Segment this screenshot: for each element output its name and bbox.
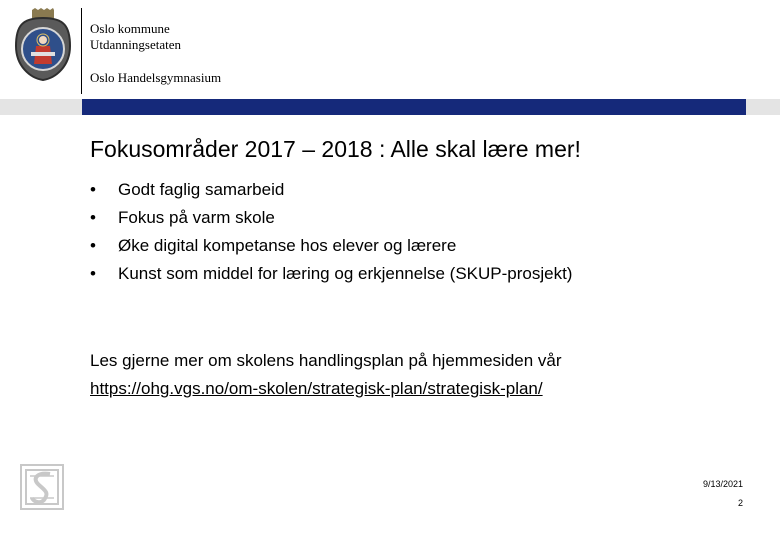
plan-note-text: Les gjerne mer om skolens handlingsplan på hjemmesiden vår xyxy=(90,351,562,370)
slide-date: 9/13/2021 xyxy=(702,479,743,489)
bullet-item xyxy=(90,176,572,204)
bullet-marker: • xyxy=(90,208,96,227)
header-band xyxy=(82,99,746,115)
slide-number: 2 xyxy=(737,498,743,508)
bullet-item xyxy=(90,260,572,288)
oslo-crest-icon xyxy=(12,8,74,82)
org-name: Oslo kommune xyxy=(90,21,170,36)
slide-title: Fokusområder 2017 – 2018 : Alle skal lære mer! xyxy=(90,136,581,162)
oslo-emblem-icon xyxy=(20,464,64,510)
bullet-marker: • xyxy=(90,180,96,199)
bullet-text: Kunst som middel for læring og erkjennelse (SKUP-prosjekt) xyxy=(118,264,573,283)
bullet-text: Fokus på varm skole xyxy=(118,208,275,227)
bullet-text: Øke digital kompetanse hos elever og lærere xyxy=(118,236,457,255)
bullet-marker: • xyxy=(90,236,96,255)
bullet-list xyxy=(90,176,572,288)
plan-note xyxy=(90,347,562,403)
org-department: Utdanningsetaten xyxy=(90,37,181,52)
bullet-marker: • xyxy=(90,264,96,283)
bullet-text: Godt faglig samarbeid xyxy=(118,180,285,199)
header-divider xyxy=(81,8,82,94)
plan-link[interactable]: https://ohg.vgs.no/om-skolen/strategisk-plan/strategisk-plan/ xyxy=(90,379,543,398)
bullet-item xyxy=(90,232,572,260)
bullet-item xyxy=(90,204,572,232)
school-name: Oslo Handelsgymnasium xyxy=(90,70,222,85)
